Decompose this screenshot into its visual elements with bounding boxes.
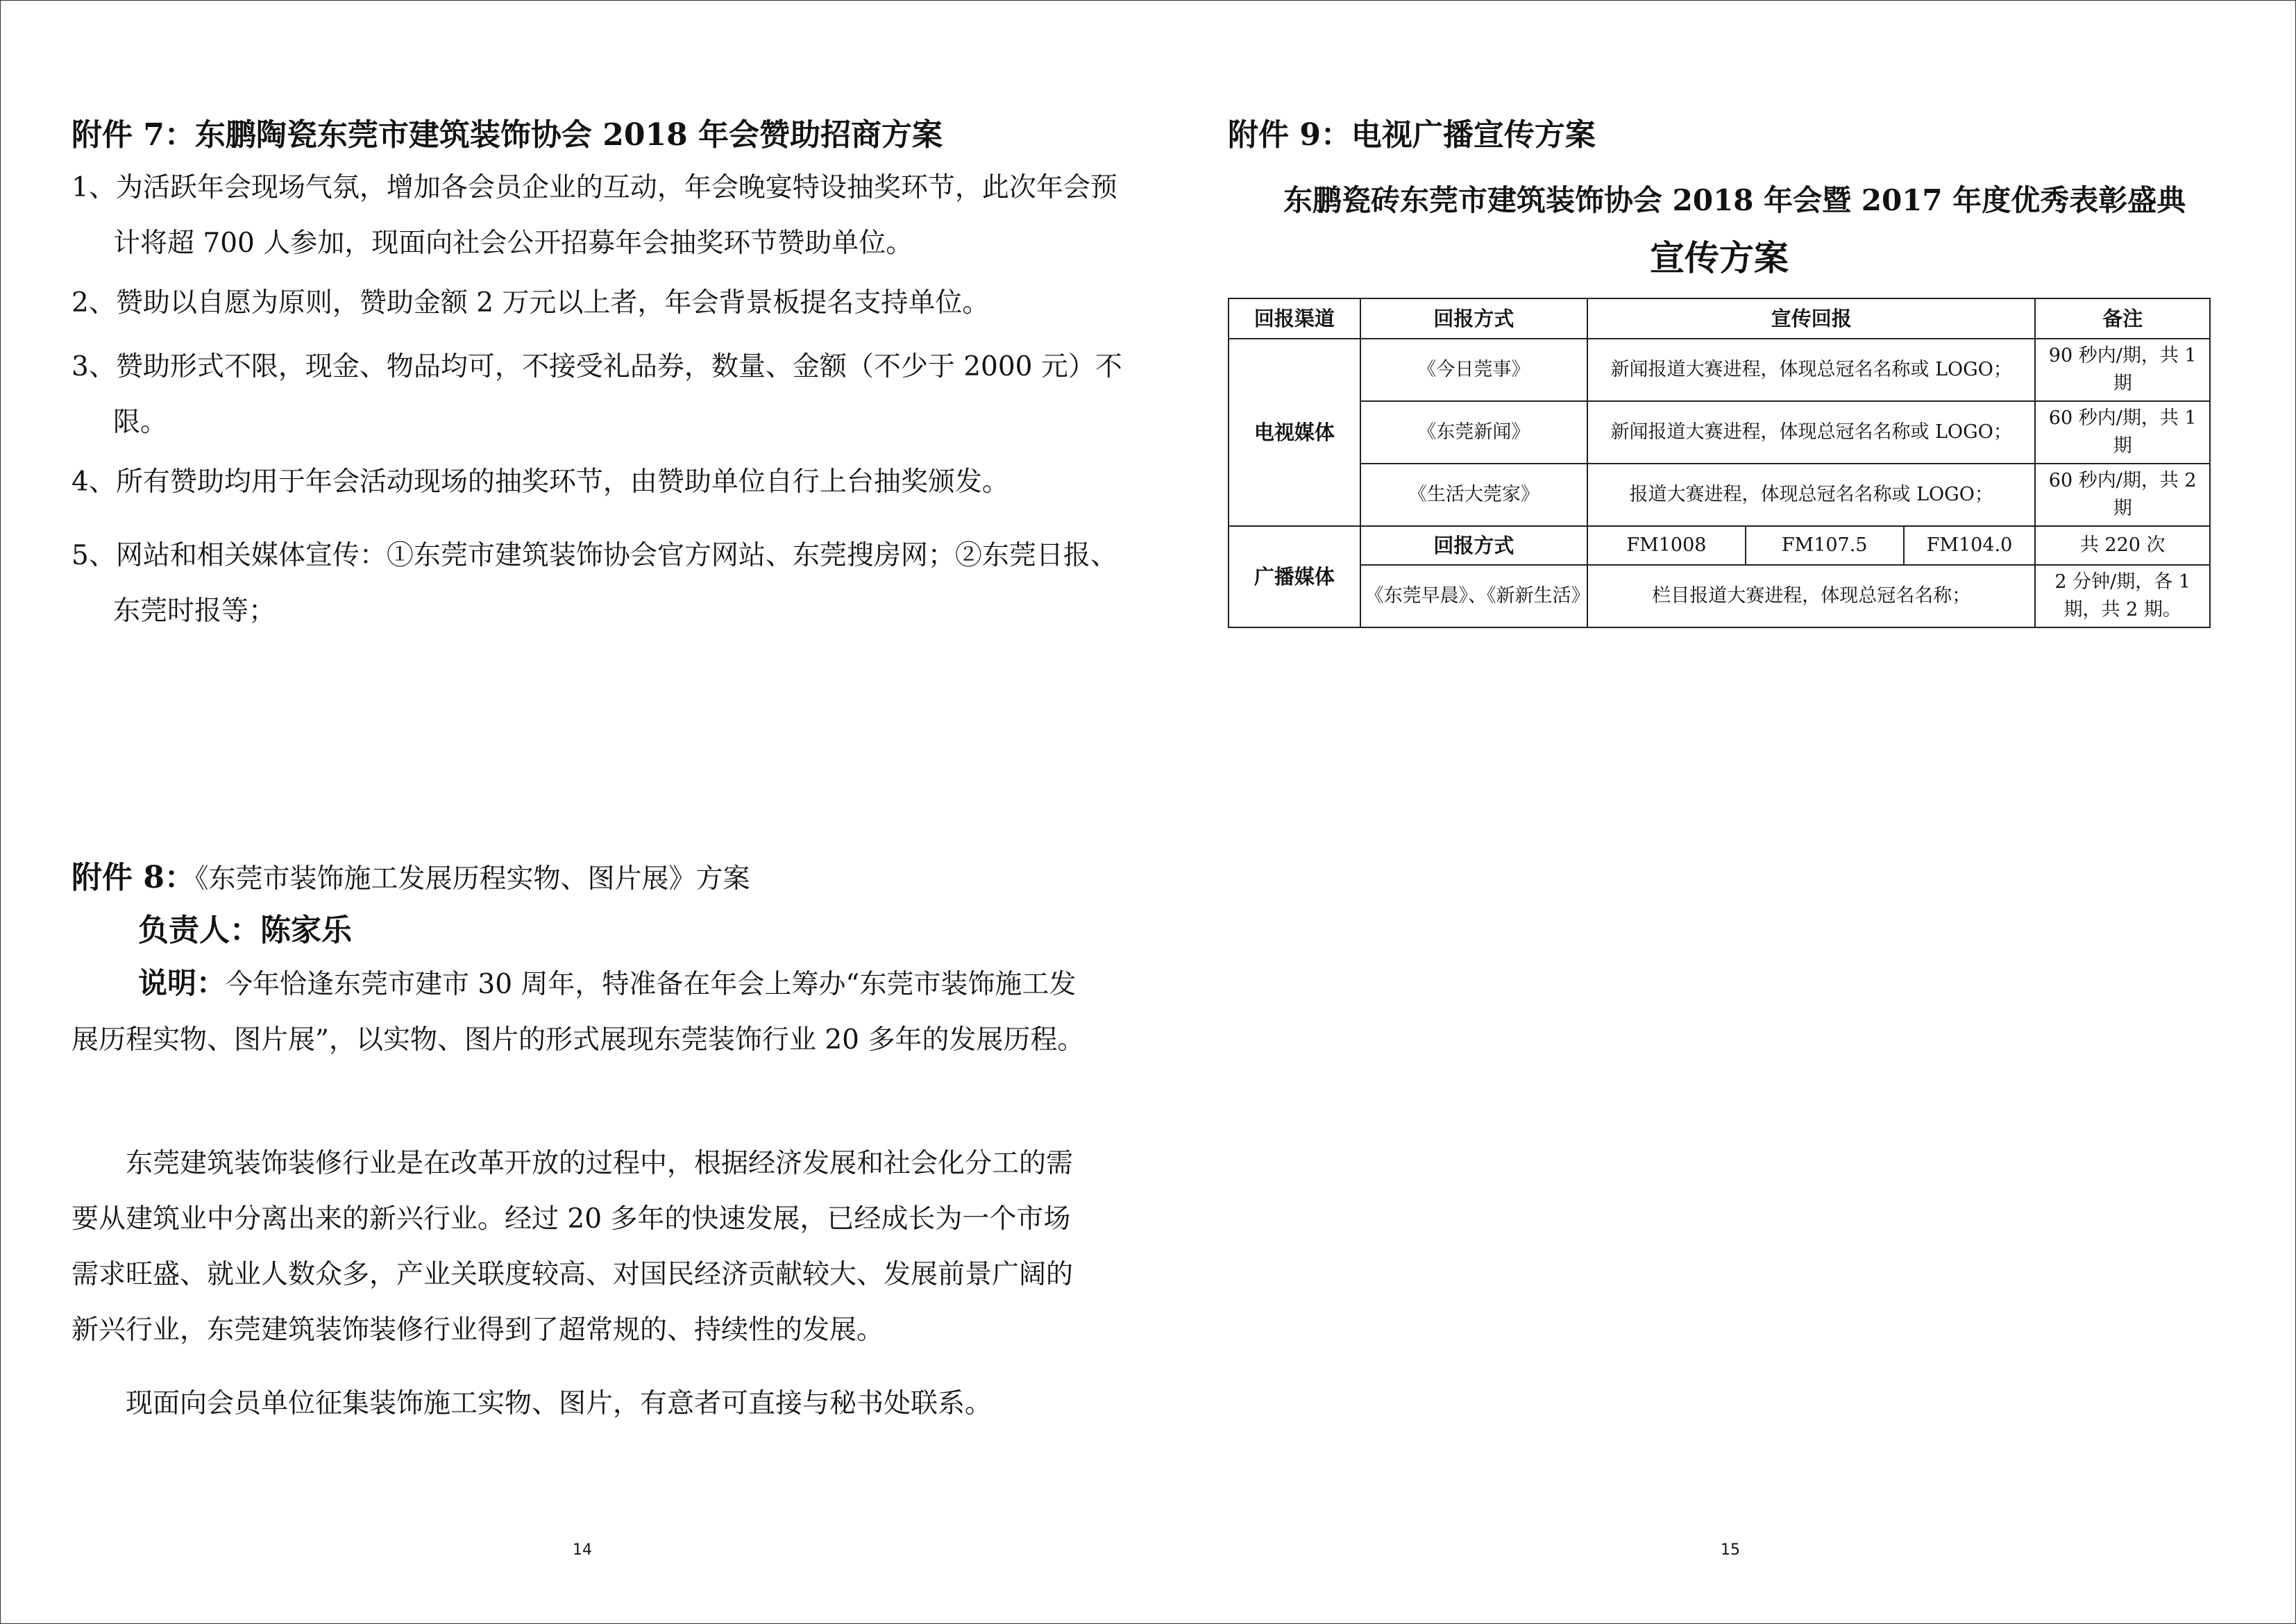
table-row bbox=[1229, 526, 2210, 565]
a8-desc-label: 说明： bbox=[138, 966, 226, 1000]
a8-title-prefix: 附件 8： bbox=[71, 860, 195, 895]
tv-return-2: 新闻报道大赛进程，体现总冠名名称或 LOGO； bbox=[1587, 401, 2035, 464]
a8-title-rest: 《东莞市装饰施工发展历程实物、图片展》方案 bbox=[194, 863, 750, 895]
radio-freq-2: FM107.5 bbox=[1746, 526, 1904, 565]
header-method: 回报方式 bbox=[1360, 298, 1587, 339]
tv-channel-cell: 电视媒体 bbox=[1229, 339, 1360, 526]
table-row bbox=[1229, 401, 2210, 464]
a8-paragraph-2: 东莞建筑装饰装修行业是在改革开放的过程中，根据经济发展和社会化分工的需要从建筑业中分离出来的新兴行业。经过 20 多年的快速发展，已经成长为一个市场需求旺盛、就业人数众多，产业关联度较高、对国民经济贡献较大、发展前景广阔的新兴行业，东莞建筑装饰装修行业得到了超常规的、持续性的发展。 bbox=[71, 1148, 1074, 1346]
a8-desc-text: 今年恰逢东莞市建市 30 周年，特准备在年会上筹办“东莞市装饰施工发展历程实物、图片展”，以实物、图片的形式展现东莞装饰行业 20 多年的发展历程。 bbox=[71, 969, 1085, 1056]
a7-item-4: 4、所有赞助均用于年会活动现场的抽奖环节，由赞助单位自行上台抽奖颁发。 bbox=[71, 466, 1009, 498]
table-row bbox=[1229, 339, 2210, 401]
a7-item-1: 1、为活跃年会现场气氛，增加各会员企业的互动，年会晚宴特设抽奖环节，此次年会预计将超 700 人参加，现面向社会公开招募年会抽奖环节赞助单位。 bbox=[71, 172, 1117, 259]
tv-note-2: 60 秒内/期，共 1 期 bbox=[2035, 401, 2210, 464]
a8-paragraph-3: 现面向会员单位征集装饰施工实物、图片，有意者可直接与秘书处联系。 bbox=[126, 1388, 993, 1419]
sub-title: 宣传方案 bbox=[1650, 237, 1789, 278]
page-right bbox=[1228, 1, 2227, 1623]
table-row bbox=[1229, 565, 2210, 627]
page-number-left: 14 bbox=[573, 1541, 592, 1559]
header-note: 备注 bbox=[2035, 298, 2210, 339]
radio-method: 《东莞早晨》、《新新生活》 bbox=[1360, 565, 1587, 627]
tv-return-1: 新闻报道大赛进程，体现总冠名名称或 LOGO； bbox=[1587, 339, 2035, 401]
header-return: 宣传回报 bbox=[1587, 298, 2035, 339]
a8-owner: 负责人：陈家乐 bbox=[138, 913, 352, 948]
radio-sub-header: 回报方式 bbox=[1360, 526, 1587, 565]
tv-note-3: 60 秒内/期，共 2 期 bbox=[2035, 464, 2210, 526]
tv-method-2: 《东莞新闻》 bbox=[1360, 401, 1587, 464]
page-left bbox=[71, 1, 1122, 1623]
attachment-7-title: 附件 7：东鹏陶瓷东莞市建筑装饰协会 2018 年会赞助招商方案 bbox=[71, 117, 943, 153]
radio-freq-3: FM104.0 bbox=[1904, 526, 2036, 565]
tv-method-3: 《生活大莞家》 bbox=[1360, 464, 1587, 526]
table-row bbox=[1229, 464, 2210, 526]
tv-return-3: 报道大赛进程，体现总冠名名称或 LOGO； bbox=[1587, 464, 2035, 526]
attachment-8-title bbox=[71, 857, 750, 905]
page-number-right: 15 bbox=[1721, 1541, 1740, 1559]
attachment-9-title: 附件 9：电视广播宣传方案 bbox=[1228, 117, 1596, 153]
a7-item-3: 3、赞助形式不限，现金、物品均可，不接受礼品券，数量、金额（不少于 2000 元）不限。 bbox=[71, 351, 1122, 438]
tv-note-1: 90 秒内/期，共 1 期 bbox=[2035, 339, 2210, 401]
tv-method-1: 《今日莞事》 bbox=[1360, 339, 1587, 401]
radio-channel-cell: 广播媒体 bbox=[1229, 526, 1360, 627]
radio-note: 2 分钟/期，各 1 期，共 2 期。 bbox=[2035, 565, 2210, 627]
radio-count: 共 220 次 bbox=[2035, 526, 2210, 565]
table-header-row bbox=[1229, 298, 2210, 339]
media-table bbox=[1228, 298, 2211, 628]
radio-freq-1: FM1008 bbox=[1587, 526, 1746, 565]
a7-item-5: 5、网站和相关媒体宣传：①东莞市建筑装饰协会官方网站、东莞搜房网；②东莞日报、东莞时报等； bbox=[71, 540, 1117, 627]
a7-item-2: 2、赞助以自愿为原则，赞助金额 2 万元以上者，年会背景板提名支持单位。 bbox=[71, 287, 990, 319]
a8-description bbox=[71, 956, 1085, 1068]
radio-return: 栏目报道大赛进程，体现总冠名名称； bbox=[1587, 565, 2035, 627]
main-title: 东鹏瓷砖东莞市建筑装饰协会 2018 年会暨 2017 年度优秀表彰盛典 bbox=[1283, 183, 2186, 217]
header-channel: 回报渠道 bbox=[1229, 298, 1360, 339]
